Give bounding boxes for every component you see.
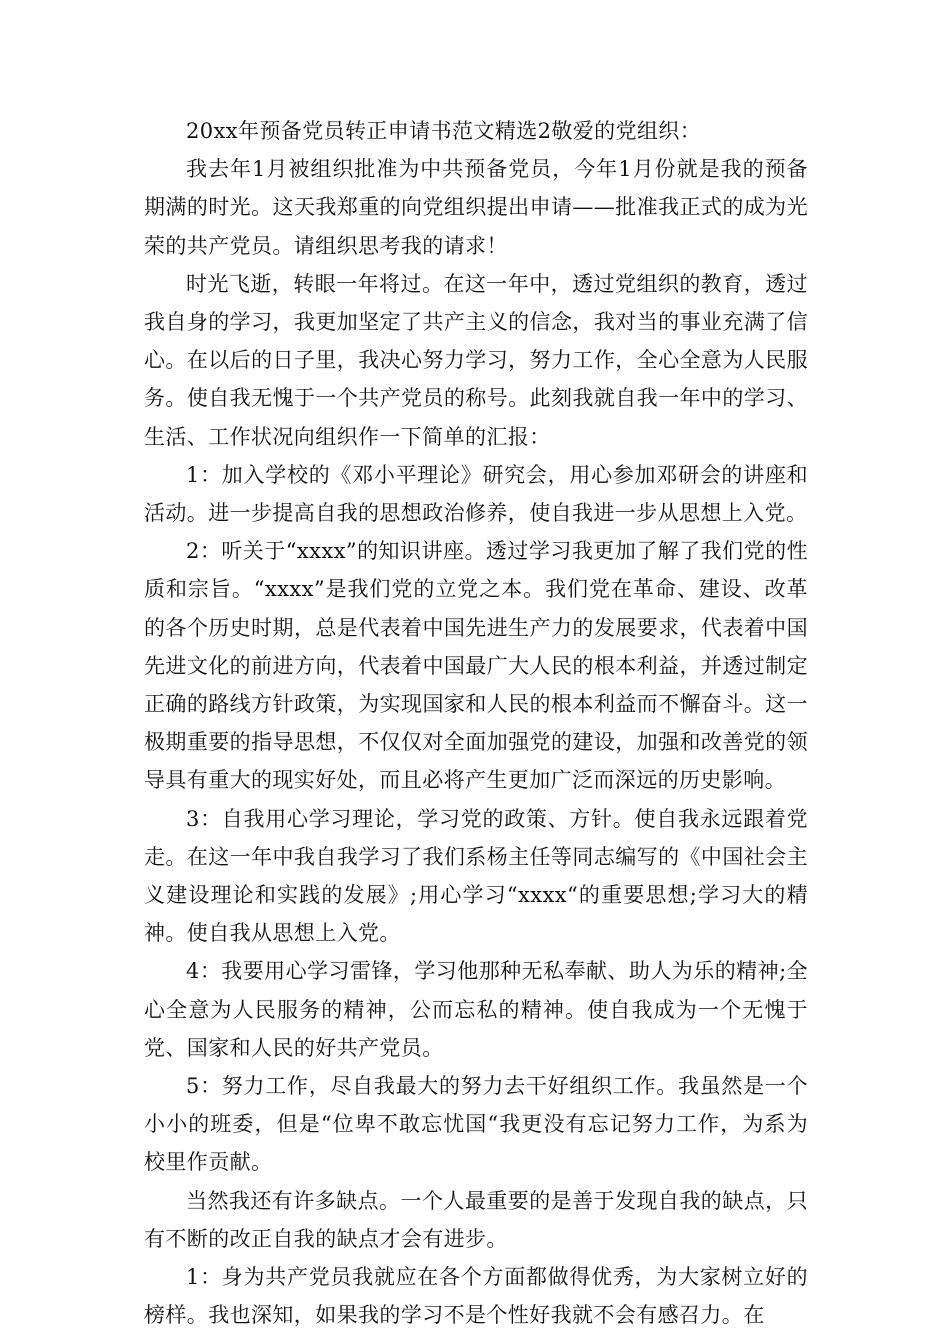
paragraph: 当然我还有许多缺点。一个人最重要的是善于发现自我的缺点，只有不断的改正自我的缺点才会有进步。 xyxy=(144,1188,808,1251)
paragraph: 1：加入学校的《邓小平理论》研究会，用心参加邓研会的讲座和活动。进一步提高自我的思想政治修养，使自我进一步从思想上入党。 xyxy=(144,462,808,526)
paragraph: 5：努力工作，尽自我最大的努力去干好组织工作。我虽然是一个小小的班委，但是“位卑不敢忘忧国“我更没有忘记努力工作，为系为校里作贡献。 xyxy=(144,1074,808,1175)
paragraph: 时光飞逝，转眼一年将过。在这一年中，透过党组织的教育，透过我自身的学习，我更加坚定了共产主义的信念，我对当的事业充满了信心。在以后的日子里，我决心努力学习，努力工作，全心全意为人民服务。使自我无愧于一个共产党员的称号。此刻我就自我一年中的学习、生活、工作状况向组织作一下简单的汇报： xyxy=(144,271,808,449)
document-title-line: 20xx年预备党员转正申请书范文精选2敬爱的党组织： xyxy=(186,119,702,143)
paragraph: 3：自我用心学习理论，学习党的政策、方针。使自我永远跟着党走。在这一年中我自我学习了我们系杨主任等同志编写的《中国社会主义建设理论和实践的发展》;用心学习“xxxx“的重要思想;学习大的精神。使自我从思想上入党。 xyxy=(144,806,808,946)
paragraph: 我去年1月被组织批准为中共预备党员，今年1月份就是我的预备期满的时光。这天我郑重的向党组织提出申请——批准我正式的成为光荣的共产党员。请组织思考我的请求！ xyxy=(144,157,808,258)
paragraph: 2：听关于“xxxx”的知识讲座。透过学习我更加了解了我们党的性质和宗旨。“xxxx”是我们党的立党之本。我们党在革命、建设、改革的各个历史时期，总是代表着中国先进生产力的发展要求，代表着中国先进文化的前进方向，代表着中国最广大人民的根本利益，并透过制定正确的路线方针政策，为实现国家和人民的根本利益而不懈奋斗。这一极期重要的指导思想，不仅仅对全面加强党的建设，加强和改善党的领导具有重大的现实好处，而且必将产生更加广泛而深远的历史影响。 xyxy=(144,539,808,793)
paragraph: 1：身为共产党员我就应在各个方面都做得优秀，为大家树立好的榜样。我也深知，如果我的学习不是个性好我就不会有感召力。在 xyxy=(144,1265,808,1328)
document-body xyxy=(144,112,808,1335)
paragraph: 4：我要用心学习雷锋，学习他那种无私奉献、助人为乐的精神;全心全意为人民服务的精神，公而忘私的精神。使自我成为一个无愧于党、国家和人民的好共产党员。 xyxy=(144,959,808,1060)
